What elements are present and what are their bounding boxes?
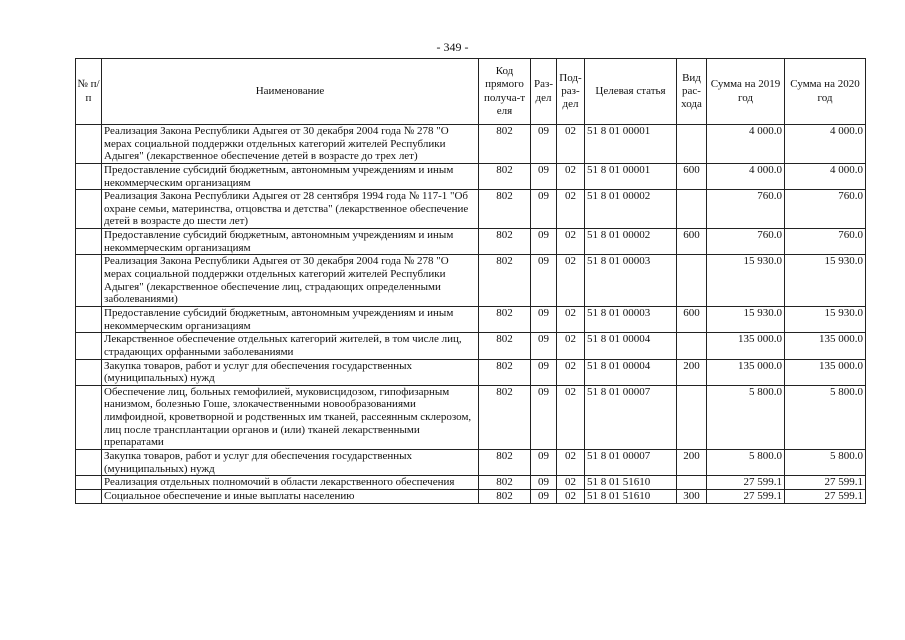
cell-expense-type: 600: [677, 163, 707, 189]
cell-section: 09: [531, 125, 557, 164]
cell-target: 51 8 01 00007: [585, 385, 677, 449]
header-sum-2019: Сумма на 2019 год: [707, 59, 785, 125]
cell-section: 09: [531, 255, 557, 307]
cell-code: 802: [479, 450, 531, 476]
cell-name: Предоставление субсидий бюджетным, автономным учреждениям и иным некоммерческим организациям: [102, 229, 479, 255]
cell-sum-2020: 760.0: [785, 190, 866, 229]
table-row: [76, 125, 866, 164]
cell-subsection: 02: [557, 333, 585, 359]
cell-sum-2019: 27 599.1: [707, 476, 785, 490]
cell-name: Реализация Закона Республики Адыгея от 30 декабря 2004 года № 278 "О мерах социальной поддержки отдельных категорий жителей Республики Адыгея" (лекарственное обеспечение детей в возрасте до трех лет): [102, 125, 479, 164]
cell-sum-2020: 135 000.0: [785, 333, 866, 359]
table-row: [76, 163, 866, 189]
cell-name: Предоставление субсидий бюджетным, автономным учреждениям и иным некоммерческим организациям: [102, 306, 479, 332]
cell-sum-2019: 27 599.1: [707, 489, 785, 503]
cell-target: 51 8 01 00004: [585, 359, 677, 385]
cell-section: 09: [531, 489, 557, 503]
header-sum-2020: Сумма на 2020 год: [785, 59, 866, 125]
table-row: [76, 450, 866, 476]
cell-code: 802: [479, 190, 531, 229]
cell-sum-2020: 15 930.0: [785, 306, 866, 332]
table-row: [76, 385, 866, 449]
table-row: [76, 476, 866, 490]
cell-name: Лекарственное обеспечение отдельных категорий жителей, в том числе лиц, страдающих орфанными заболеваниями: [102, 333, 479, 359]
budget-table: [75, 58, 866, 504]
cell-sum-2020: 5 800.0: [785, 450, 866, 476]
cell-expense-type: 200: [677, 450, 707, 476]
cell-name: Социальное обеспечение и иные выплаты населению: [102, 489, 479, 503]
cell-target: 51 8 01 00003: [585, 255, 677, 307]
cell-code: 802: [479, 229, 531, 255]
cell-code: 802: [479, 333, 531, 359]
cell-target: 51 8 01 51610: [585, 489, 677, 503]
cell-expense-type: [677, 255, 707, 307]
table-row: [76, 190, 866, 229]
cell-sum-2019: 15 930.0: [707, 255, 785, 307]
cell-expense-type: 600: [677, 306, 707, 332]
header-target: Целевая статья: [585, 59, 677, 125]
cell-expense-type: 200: [677, 359, 707, 385]
cell-subsection: 02: [557, 489, 585, 503]
cell-target: 51 8 01 00003: [585, 306, 677, 332]
cell-target: 51 8 01 51610: [585, 476, 677, 490]
table-row: [76, 229, 866, 255]
cell-subsection: 02: [557, 229, 585, 255]
cell-sum-2020: 15 930.0: [785, 255, 866, 307]
header-row: [76, 59, 866, 125]
cell-code: 802: [479, 163, 531, 189]
table-row: [76, 359, 866, 385]
cell-subsection: 02: [557, 476, 585, 490]
cell-subsection: 02: [557, 125, 585, 164]
cell-subsection: 02: [557, 359, 585, 385]
cell-code: 802: [479, 359, 531, 385]
cell-code: 802: [479, 476, 531, 490]
cell-subsection: 02: [557, 190, 585, 229]
cell-target: 51 8 01 00002: [585, 229, 677, 255]
header-code: Код прямого получа-т еля: [479, 59, 531, 125]
cell-num: [76, 229, 102, 255]
cell-sum-2019: 4 000.0: [707, 163, 785, 189]
cell-num: [76, 385, 102, 449]
cell-name: Реализация Закона Республики Адыгея от 30 декабря 2004 года № 278 "О мерах социальной поддержки отдельных категорий жителей Республики Адыгея" (лекарственное обеспечение лиц, страдающих определенными заболеваниями): [102, 255, 479, 307]
cell-section: 09: [531, 450, 557, 476]
cell-expense-type: [677, 125, 707, 164]
cell-code: 802: [479, 125, 531, 164]
header-subsection: Под- раз- дел: [557, 59, 585, 125]
cell-sum-2020: 27 599.1: [785, 476, 866, 490]
cell-num: [76, 306, 102, 332]
cell-num: [76, 489, 102, 503]
cell-section: 09: [531, 306, 557, 332]
cell-name: Реализация отдельных полномочий в области лекарственного обеспечения: [102, 476, 479, 490]
cell-subsection: 02: [557, 385, 585, 449]
cell-sum-2020: 4 000.0: [785, 125, 866, 164]
cell-expense-type: [677, 385, 707, 449]
cell-sum-2020: 135 000.0: [785, 359, 866, 385]
cell-section: 09: [531, 229, 557, 255]
cell-sum-2019: 4 000.0: [707, 125, 785, 164]
cell-sum-2020: 4 000.0: [785, 163, 866, 189]
cell-subsection: 02: [557, 255, 585, 307]
table-row: [76, 306, 866, 332]
cell-subsection: 02: [557, 306, 585, 332]
table-row: [76, 489, 866, 503]
cell-sum-2019: 760.0: [707, 190, 785, 229]
page-number: - 349 -: [436, 40, 469, 54]
cell-code: 802: [479, 385, 531, 449]
cell-section: 09: [531, 476, 557, 490]
cell-num: [76, 163, 102, 189]
cell-num: [76, 359, 102, 385]
header-name: Наименование: [102, 59, 479, 125]
cell-sum-2020: 5 800.0: [785, 385, 866, 449]
cell-target: 51 8 01 00004: [585, 333, 677, 359]
cell-target: 51 8 01 00002: [585, 190, 677, 229]
table-row: [76, 255, 866, 307]
cell-expense-type: 300: [677, 489, 707, 503]
cell-sum-2019: 135 000.0: [707, 333, 785, 359]
cell-name: Предоставление субсидий бюджетным, автономным учреждениям и иным некоммерческим организациям: [102, 163, 479, 189]
cell-sum-2019: 760.0: [707, 229, 785, 255]
cell-section: 09: [531, 385, 557, 449]
cell-num: [76, 255, 102, 307]
header-num: № п/п: [76, 59, 102, 125]
cell-sum-2019: 15 930.0: [707, 306, 785, 332]
cell-name: Закупка товаров, работ и услуг для обеспечения государственных (муниципальных) нужд: [102, 450, 479, 476]
cell-num: [76, 476, 102, 490]
cell-num: [76, 125, 102, 164]
cell-expense-type: [677, 190, 707, 229]
cell-target: 51 8 01 00001: [585, 125, 677, 164]
cell-section: 09: [531, 333, 557, 359]
table-row: [76, 333, 866, 359]
cell-sum-2019: 5 800.0: [707, 385, 785, 449]
cell-target: 51 8 01 00007: [585, 450, 677, 476]
cell-expense-type: [677, 333, 707, 359]
cell-subsection: 02: [557, 450, 585, 476]
cell-name: Реализация Закона Республики Адыгея от 28 сентября 1994 года № 117-1 "Об охране семьи, материнства, отцовства и детства" (лекарственное обеспечение детей в возрасте до шести лет): [102, 190, 479, 229]
cell-target: 51 8 01 00001: [585, 163, 677, 189]
header-expense-type: Вид рас- хода: [677, 59, 707, 125]
cell-subsection: 02: [557, 163, 585, 189]
cell-name: Обеспечение лиц, больных гемофилией, муковисцидозом, гипофизарным нанизмом, болезнью Гоше, злокачественными новообразованиями лимфоидной, кроветворной и родственных им тканей, рассеянным склерозом, лиц после трансплантации органов и (или) тканей лекарственными препаратами: [102, 385, 479, 449]
cell-num: [76, 190, 102, 229]
cell-num: [76, 450, 102, 476]
cell-section: 09: [531, 163, 557, 189]
cell-sum-2019: 135 000.0: [707, 359, 785, 385]
cell-section: 09: [531, 359, 557, 385]
cell-expense-type: 600: [677, 229, 707, 255]
cell-name: Закупка товаров, работ и услуг для обеспечения государственных (муниципальных) нужд: [102, 359, 479, 385]
cell-sum-2020: 760.0: [785, 229, 866, 255]
cell-sum-2019: 5 800.0: [707, 450, 785, 476]
header-section: Раз- дел: [531, 59, 557, 125]
cell-code: 802: [479, 489, 531, 503]
cell-num: [76, 333, 102, 359]
cell-code: 802: [479, 255, 531, 307]
cell-expense-type: [677, 476, 707, 490]
cell-sum-2020: 27 599.1: [785, 489, 866, 503]
cell-section: 09: [531, 190, 557, 229]
table-body: [76, 125, 866, 504]
cell-code: 802: [479, 306, 531, 332]
